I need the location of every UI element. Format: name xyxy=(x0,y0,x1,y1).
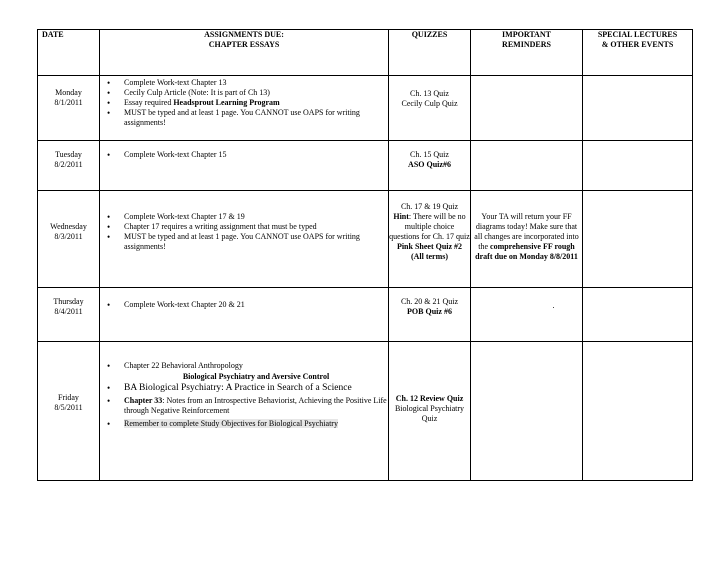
special-cell xyxy=(583,141,693,191)
day-label: Friday xyxy=(58,393,79,402)
reminder-dot: . xyxy=(552,301,555,310)
assignment-list xyxy=(100,300,388,310)
highlighted-text: Remember to complete Study Objectives for Biological Psychiatry xyxy=(124,419,338,428)
row-tuesday xyxy=(38,141,693,191)
assignments-cell xyxy=(100,191,389,288)
assignment-list xyxy=(100,212,388,252)
list-item: • Chapter 17 requires a writing assignment that must be typed xyxy=(124,222,388,232)
list-item: • Complete Work-text Chapter 20 & 21 xyxy=(124,300,388,310)
date-cell xyxy=(38,191,100,288)
reminders-cell xyxy=(471,191,583,288)
quiz-line: Ch. 12 Review Quiz xyxy=(395,394,464,403)
header-special-line1: SPECIAL LECTURES xyxy=(597,30,678,39)
assignment-list xyxy=(100,361,388,429)
assignments-cell xyxy=(100,288,389,342)
list-item: • MUST be typed and at least 1 page. You CANNOT use OAPS for writing assignments! xyxy=(124,108,388,128)
quiz-cell xyxy=(389,342,471,481)
reminders-cell xyxy=(471,76,583,141)
list-item: • Cecily Culp Article (Note: It is part of Ch 13) xyxy=(124,88,388,98)
quiz-cell xyxy=(389,141,471,191)
special-cell xyxy=(583,288,693,342)
assignments-cell xyxy=(100,76,389,141)
item-bold-text: Headsprout Learning Program xyxy=(173,98,280,107)
date-label: 8/3/2011 xyxy=(54,232,83,241)
quiz-line: Biological Psychiatry Quiz xyxy=(394,404,465,423)
quiz-line: Ch. 13 Quiz xyxy=(410,89,449,98)
date-cell xyxy=(38,76,100,141)
date-label: 8/1/2011 xyxy=(54,98,83,107)
row-wednesday xyxy=(38,191,693,288)
hint-label: Hint xyxy=(393,212,409,221)
list-item xyxy=(124,396,388,416)
quiz-cell xyxy=(389,288,471,342)
header-reminders-line2: REMINDERS xyxy=(502,40,551,49)
special-cell xyxy=(583,191,693,288)
item-text: : Notes from an Introspective Behaviorist, Achieving the Positive Life through Negative Reinforcement xyxy=(124,396,387,415)
quiz-line: ASO Quiz#6 xyxy=(408,160,451,169)
reminder-bold: comprehensive FF rough xyxy=(490,242,575,251)
header-reminders xyxy=(471,30,583,76)
row-monday xyxy=(38,76,693,141)
quiz-line: Ch. 20 & 21 Quiz xyxy=(400,297,459,306)
list-item: • Complete Work-text Chapter 13 xyxy=(124,78,388,88)
header-quizzes: QUIZZES xyxy=(389,30,471,76)
reminder-bold-line: draft due on Monday 8/8/2011 xyxy=(475,252,578,261)
reminders-cell xyxy=(471,141,583,191)
day-label: Wednesday xyxy=(50,222,87,231)
header-assignments xyxy=(100,30,389,76)
header-row xyxy=(38,30,693,76)
reminder-text xyxy=(471,212,582,252)
list-item xyxy=(124,98,388,108)
day-label: Thursday xyxy=(53,297,84,306)
item-text: Essay required xyxy=(124,98,174,107)
item-subheading: Biological Psychiatry and Aversive Control xyxy=(182,372,330,381)
day-label: Monday xyxy=(55,88,82,97)
quiz-line: Pink Sheet Quiz #2 xyxy=(396,242,463,251)
item-text: • Chapter 22 Behavioral Anthropology xyxy=(124,361,243,370)
quiz-line: Ch. 15 Quiz xyxy=(410,150,449,159)
list-item xyxy=(124,419,388,429)
reminder-plain: Your TA will return your FF diagrams today! Make sure that all changes are incorporated into the xyxy=(474,212,579,251)
assignments-cell xyxy=(100,342,389,481)
quiz-line: (All terms) xyxy=(410,252,449,261)
header-assignments-line1: ASSIGNMENTS DUE: xyxy=(204,30,284,39)
special-cell xyxy=(583,76,693,141)
assignment-list xyxy=(100,78,388,128)
special-cell xyxy=(583,342,693,481)
hint-text: : There will be no multiple choice questions for Ch. 17 quiz xyxy=(389,212,470,241)
item-bold-text: Chapter 33 xyxy=(124,396,163,405)
quiz-line: Cecily Culp Quiz xyxy=(401,99,458,108)
list-item: • BA Biological Psychiatry: A Practice in Search of a Science xyxy=(124,383,388,394)
date-cell xyxy=(38,288,100,342)
date-label: 8/5/2011 xyxy=(54,403,83,412)
row-friday xyxy=(38,342,693,481)
reminders-cell xyxy=(471,288,583,342)
header-date: DATE xyxy=(38,30,100,76)
list-item: • Complete Work-text Chapter 17 & 19 xyxy=(124,212,388,222)
quiz-line: POB Quiz #6 xyxy=(407,307,452,316)
header-assignments-line2: CHAPTER ESSAYS xyxy=(208,40,280,49)
quiz-line: Ch. 17 & 19 Quiz xyxy=(400,202,459,211)
reminders-cell xyxy=(471,342,583,481)
quiz-cell xyxy=(389,76,471,141)
list-item: • Complete Work-text Chapter 15 xyxy=(124,150,388,160)
quiz-hint xyxy=(389,212,470,242)
schedule-table xyxy=(37,29,693,481)
quiz-cell xyxy=(389,191,471,288)
date-cell xyxy=(38,141,100,191)
header-reminders-line1: IMPORTANT xyxy=(502,30,551,39)
date-cell xyxy=(38,342,100,481)
assignments-cell xyxy=(100,141,389,191)
header-special-line2: & OTHER EVENTS xyxy=(601,40,674,49)
list-item: • MUST be typed and at least 1 page. You CANNOT use OAPS for writing assignments! xyxy=(124,232,388,252)
date-label: 8/2/2011 xyxy=(54,160,83,169)
day-label: Tuesday xyxy=(55,150,82,159)
date-label: 8/4/2011 xyxy=(54,307,83,316)
header-special xyxy=(583,30,693,76)
assignment-list xyxy=(100,150,388,160)
row-thursday xyxy=(38,288,693,342)
list-item xyxy=(124,361,388,382)
